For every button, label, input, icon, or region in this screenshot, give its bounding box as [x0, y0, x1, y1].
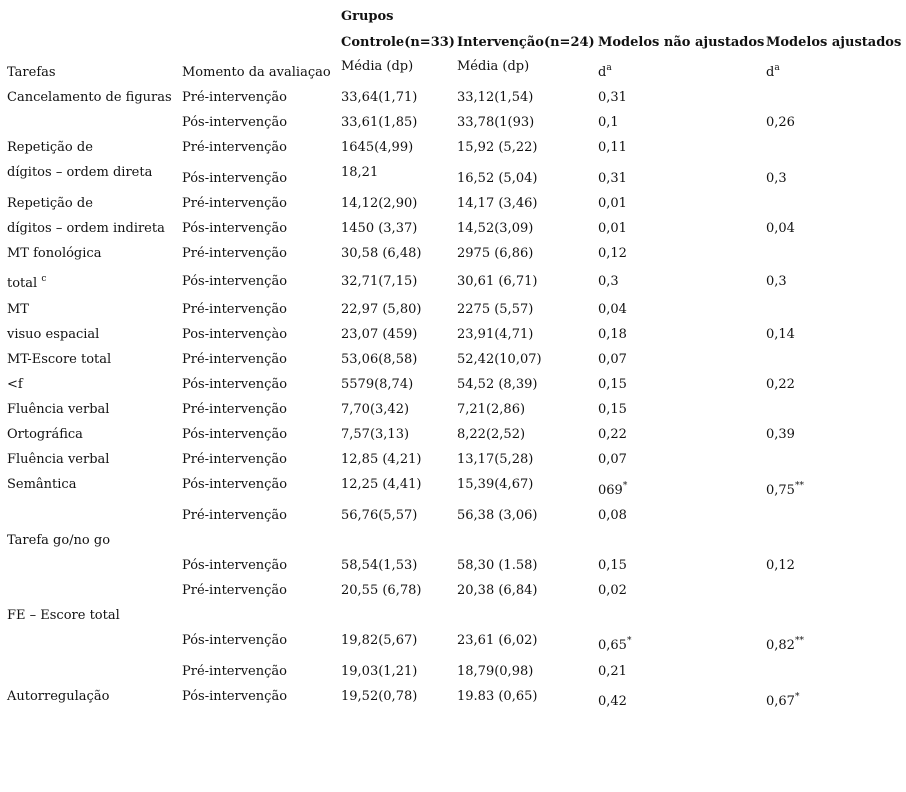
header-modelos-nao-ajustados: Modelos não ajustados — [598, 35, 765, 50]
controle-mean-cell: 12,85 (4,21) — [341, 452, 422, 467]
d-nao-ajustado-cell: 0,21 — [598, 664, 627, 679]
moment-cell: Pré-intervenção — [182, 90, 287, 105]
intervencao-mean-cell: 30,61 (6,71) — [457, 274, 538, 289]
d-ajustado-cell: 0,75** — [766, 481, 804, 498]
task-label: dígitos – ordem indireta — [7, 221, 165, 236]
controle-mean-cell: 7,70(3,42) — [341, 402, 410, 417]
moment-cell: Pós-intervenção — [182, 221, 288, 236]
controle-mean-cell: 56,76(5,57) — [341, 508, 418, 523]
controle-mean-cell: 1450 (3,37) — [341, 221, 418, 236]
moment-cell: Pré-intervenção — [182, 140, 287, 155]
controle-mean-cell: 19,52(0,78) — [341, 689, 418, 704]
moment-cell: Pré-intervenção — [182, 402, 287, 417]
intervencao-mean-cell: 33,78(1(93) — [457, 115, 535, 130]
intervencao-mean-cell: 14,17 (3,46) — [457, 196, 538, 211]
task-label: total $^c$ — [7, 274, 47, 291]
d-nao-ajustado-cell: 0,02 — [598, 583, 627, 598]
d-ajustado-cell: 0,82** — [766, 636, 804, 653]
intervencao-mean-cell: 16,52 (5,04) — [457, 171, 538, 186]
d-nao-ajustado-cell: 0,15 — [598, 377, 627, 392]
header-momento: Momento da avaliaçao — [182, 65, 331, 80]
d-ajustado-cell: 0,26 — [766, 115, 795, 130]
task-label: Ortográfica — [7, 427, 83, 442]
controle-mean-cell: 33,64(1,71) — [341, 90, 418, 105]
moment-cell: Pós-intervenção — [182, 274, 288, 289]
header-controle: Controle(n=33) — [341, 35, 455, 50]
controle-mean-cell: 1645(4,99) — [341, 140, 414, 155]
intervencao-mean-cell: 15,39(4,67) — [457, 477, 534, 492]
moment-cell: Pós-intervenção — [182, 115, 288, 130]
controle-mean-cell: 5579(8,74) — [341, 377, 414, 392]
task-label: Cancelamento de figuras — [7, 90, 172, 105]
moment-cell: Pré-intervenção — [182, 583, 287, 598]
intervencao-mean-cell: 14,52(3,09) — [457, 221, 534, 236]
d-ajustado-cell: 0,39 — [766, 427, 795, 442]
task-label: Fluência verbal — [7, 452, 110, 467]
controle-mean-cell: 22,97 (5,80) — [341, 302, 422, 317]
moment-cell: Pré-intervenção — [182, 246, 287, 261]
d-nao-ajustado-cell: 0,07 — [598, 352, 627, 367]
d-ajustado-cell: 0,67* — [766, 692, 800, 709]
header-d-nao-ajustado: $d^a$ — [598, 63, 612, 80]
task-label: visuo espacial — [7, 327, 100, 342]
moment-cell: Pós-intervenção — [182, 558, 288, 573]
header-media-controle: Média (dp) — [341, 59, 414, 74]
d-nao-ajustado-cell: 0,15 — [598, 402, 627, 417]
controle-mean-cell: 33,61(1,85) — [341, 115, 418, 130]
controle-mean-cell: 12,25 (4,41) — [341, 477, 422, 492]
d-nao-ajustado-cell: 0,31 — [598, 90, 627, 105]
moment-cell: Pós-intervenção — [182, 633, 288, 648]
intervencao-mean-cell: 54,52 (8,39) — [457, 377, 538, 392]
d-ajustado-cell: 0,3 — [766, 171, 787, 186]
task-label: MT fonológica — [7, 246, 102, 261]
task-label: MT-Escore total — [7, 352, 112, 367]
d-ajustado-cell: 0,12 — [766, 558, 795, 573]
controle-mean-cell: 30,58 (6,48) — [341, 246, 422, 261]
task-label: Autorregulação — [7, 689, 110, 704]
d-nao-ajustado-cell: 0,08 — [598, 508, 627, 523]
controle-mean-cell: 7,57(3,13) — [341, 427, 410, 442]
header-grupos: Grupos — [341, 9, 394, 24]
controle-mean-cell: 14,12(2,90) — [341, 196, 418, 211]
controle-mean-cell: 53,06(8,58) — [341, 352, 418, 367]
moment-cell: Pós-intervenção — [182, 377, 288, 392]
moment-cell: Pós-intervenção — [182, 477, 288, 492]
controle-mean-cell: 23,07 (459) — [341, 327, 418, 342]
controle-mean-cell: 58,54(1,53) — [341, 558, 418, 573]
intervencao-mean-cell: 19.83 (0,65) — [457, 689, 538, 704]
d-nao-ajustado-cell: 0,22 — [598, 427, 627, 442]
d-nao-ajustado-cell: 0,04 — [598, 302, 627, 317]
intervencao-mean-cell: 23,91(4,71) — [457, 327, 534, 342]
task-label: Repetição de — [7, 196, 93, 211]
d-nao-ajustado-cell: 0,01 — [598, 221, 627, 236]
intervencao-mean-cell: 58,30 (1.58) — [457, 558, 538, 573]
moment-cell: Pós-intervenção — [182, 171, 288, 186]
controle-mean-cell: 20,55 (6,78) — [341, 583, 422, 598]
d-nao-ajustado-cell: 0,15 — [598, 558, 627, 573]
header-modelos-ajustados: Modelos ajustados — [766, 35, 902, 50]
task-label: MT — [7, 302, 29, 317]
intervencao-mean-cell: 52,42(10,07) — [457, 352, 542, 367]
controle-mean-cell: 18,21 — [341, 165, 379, 180]
moment-cell: Pré-intervenção — [182, 352, 287, 367]
d-nao-ajustado-cell: 0,18 — [598, 327, 627, 342]
intervencao-mean-cell: 18,79(0,98) — [457, 664, 534, 679]
d-nao-ajustado-cell: 0,3 — [598, 274, 619, 289]
d-ajustado-cell: 0,3 — [766, 274, 787, 289]
d-nao-ajustado-cell: 0,07 — [598, 452, 627, 467]
header-media-intervencao: Média (dp) — [457, 59, 530, 74]
d-nao-ajustado-cell: 0,1 — [598, 115, 619, 130]
task-label: Semântica — [7, 477, 77, 492]
moment-cell: Pós-intervenção — [182, 427, 288, 442]
d-nao-ajustado-cell: 0,31 — [598, 171, 627, 186]
intervencao-mean-cell: 23,61 (6,02) — [457, 633, 538, 648]
header-tarefas: Tarefas — [7, 65, 56, 80]
task-label: FE – Escore total — [7, 608, 120, 623]
task-label: <f — [7, 377, 23, 392]
controle-mean-cell: 32,71(7,15) — [341, 274, 418, 289]
d-nao-ajustado-cell: 0,65* — [598, 636, 632, 653]
intervencao-mean-cell: 2275 (5,57) — [457, 302, 534, 317]
controle-mean-cell: 19,03(1,21) — [341, 664, 418, 679]
d-ajustado-cell: 0,14 — [766, 327, 795, 342]
task-label: Tarefa go/no go — [7, 533, 111, 548]
d-ajustado-cell: 0,22 — [766, 377, 795, 392]
d-nao-ajustado-cell: 0,01 — [598, 196, 627, 211]
moment-cell: Pré-intervenção — [182, 508, 287, 523]
d-ajustado-cell: 0,04 — [766, 221, 795, 236]
intervencao-mean-cell: 33,12(1,54) — [457, 90, 534, 105]
header-d-ajustado: $d^a$ — [766, 63, 780, 80]
moment-cell: Pos-intervençào — [182, 327, 288, 342]
intervencao-mean-cell: 2975 (6,86) — [457, 246, 534, 261]
intervencao-mean-cell: 20,38 (6,84) — [457, 583, 538, 598]
intervencao-mean-cell: 56,38 (3,06) — [457, 508, 538, 523]
intervencao-mean-cell: 7,21(2,86) — [457, 402, 526, 417]
moment-cell: Pré-intervenção — [182, 196, 287, 211]
header-intervencao: Intervenção(n=24) — [457, 35, 595, 50]
intervencao-mean-cell: 8,22(2,52) — [457, 427, 526, 442]
d-nao-ajustado-cell: 069* — [598, 481, 628, 498]
task-label: Repetição de — [7, 140, 93, 155]
d-nao-ajustado-cell: 0,11 — [598, 140, 627, 155]
d-nao-ajustado-cell: 0,42 — [598, 694, 627, 709]
controle-mean-cell: 19,82(5,67) — [341, 633, 418, 648]
d-nao-ajustado-cell: 0,12 — [598, 246, 627, 261]
intervencao-mean-cell: 13,17(5,28) — [457, 452, 534, 467]
moment-cell: Pré-intervenção — [182, 664, 287, 679]
intervencao-mean-cell: 15,92 (5,22) — [457, 140, 538, 155]
task-label: dígitos – ordem direta — [7, 165, 153, 180]
task-label: Fluência verbal — [7, 402, 110, 417]
moment-cell: Pré-intervenção — [182, 452, 287, 467]
moment-cell: Pós-intervenção — [182, 689, 288, 704]
moment-cell: Pré-intervenção — [182, 302, 287, 317]
